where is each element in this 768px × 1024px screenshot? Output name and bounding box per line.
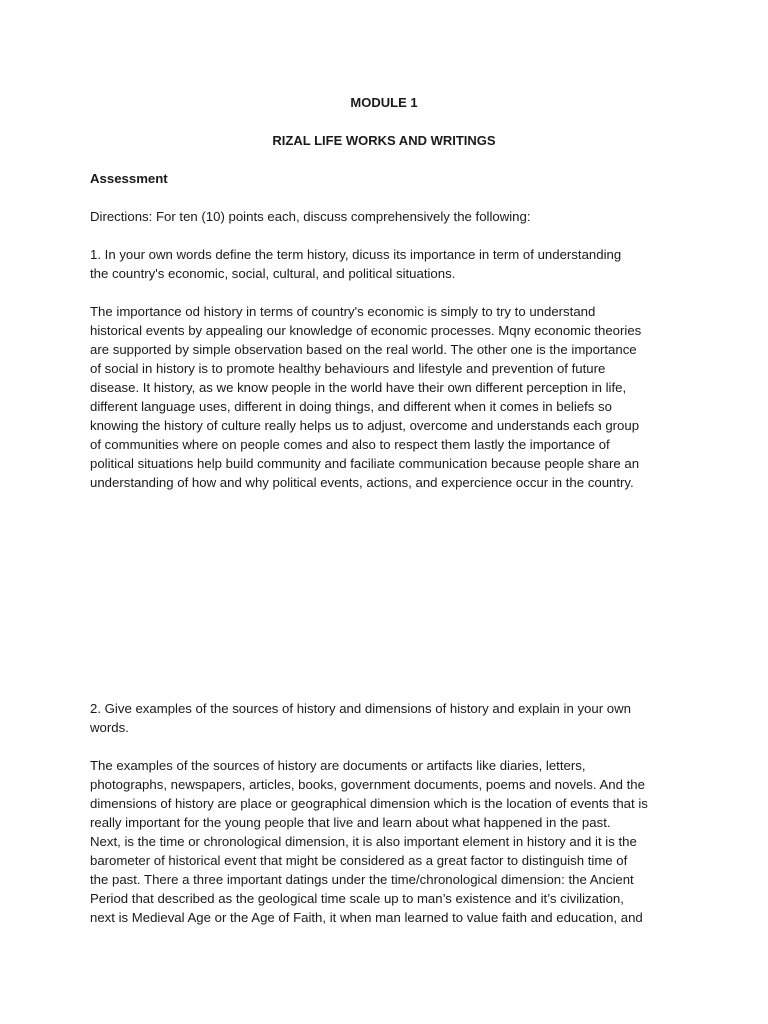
answer2-line: barometer of historical event that might be considered as a great factor to distinguish time of	[90, 853, 628, 868]
directions-text: Directions: For ten (10) points each, discuss comprehensively the following:	[90, 209, 531, 224]
answer2-line: Next, is the time or chronological dimension, it is also important element in history and it is the	[90, 834, 637, 849]
module-title: MODULE 1	[350, 95, 418, 110]
question1-line: 1. In your own words define the term history, dicuss its importance in term of understanding	[90, 247, 622, 262]
answer2-line: Period that described as the geological time scale up to man’s existence and it’s civilization,	[90, 891, 624, 906]
answer1-line: political situations help build community and faciliate communication because people share an	[90, 456, 640, 471]
question1-line: the country's economic, social, cultural, and political situations.	[90, 266, 456, 281]
answer2-line: dimensions of history are place or geographical dimension which is the location of events that is	[90, 796, 648, 811]
answer1-line: disease. It history, as we know people in the world have their own different perception in life,	[90, 380, 627, 395]
answer2-line: The examples of the sources of history are documents or artifacts like diaries, letters,	[90, 758, 586, 773]
answer2-line: really important for the young people that live and learn about what happened in the past.	[90, 815, 611, 830]
answer1-line: understanding of how and why political events, actions, and expercience occur in the country.	[90, 475, 634, 490]
question2-line: 2. Give examples of the sources of history and dimensions of history and explain in your own	[90, 701, 631, 716]
answer1-line: historical events by appealing our knowledge of economic processes. Mqny economic theories	[90, 323, 642, 338]
answer2-line: photographs, newspapers, articles, books, government documents, poems and novels. And the	[90, 777, 645, 792]
answer1-line: are supported by simple observation based on the real world. The other one is the importance	[90, 342, 637, 357]
answer1-line: of social in history is to promote healthy behaviours and lifestyle and prevention of future	[90, 361, 606, 376]
answer2-line: the past. There a three important datings under the time/chronological dimension: the Ancient	[90, 872, 634, 887]
section-heading: Assessment	[90, 171, 168, 186]
answer2-line: next is Medieval Age or the Age of Faith, it when man learned to value faith and education, and	[90, 910, 643, 925]
answer1-line: knowing the history of culture really helps us to adjust, overcome and understands each group	[90, 418, 640, 433]
question2-line: words.	[90, 720, 129, 735]
answer1-line: of communities where on people comes and also to respect them lastly the importance of	[90, 437, 610, 452]
answer1-line: The importance od history in terms of country's economic is simply to try to understand	[90, 304, 596, 319]
subject-title: RIZAL LIFE WORKS AND WRITINGS	[272, 133, 496, 148]
answer1-line: different language uses, different in doing things, and different when it comes in beliefs so	[90, 399, 612, 414]
